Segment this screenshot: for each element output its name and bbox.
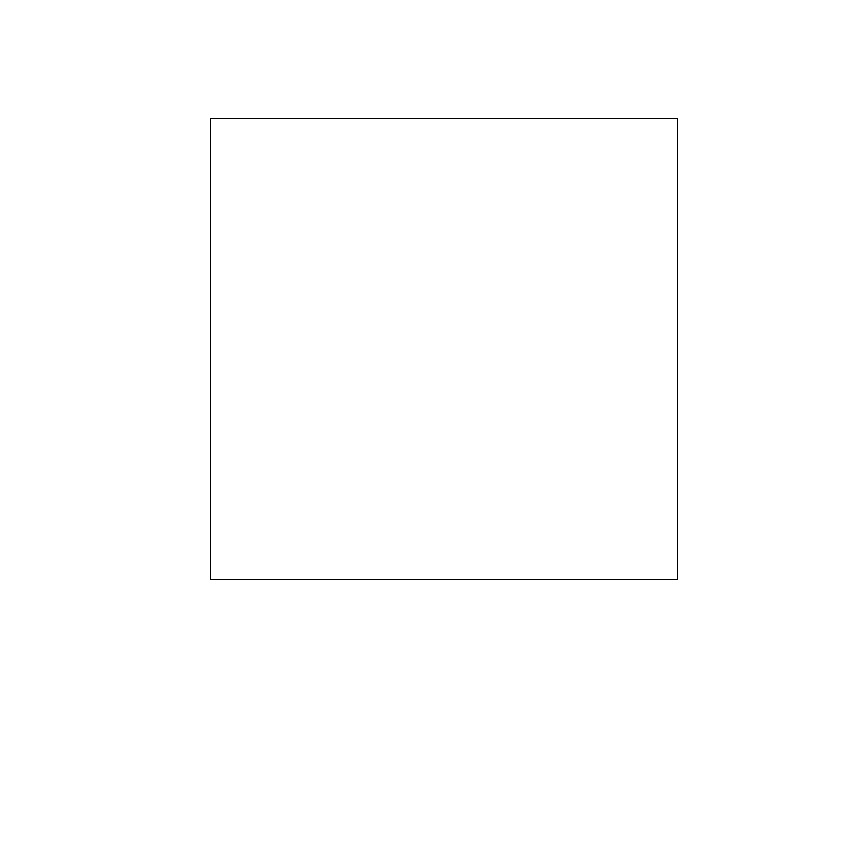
weather-map [210, 118, 678, 580]
